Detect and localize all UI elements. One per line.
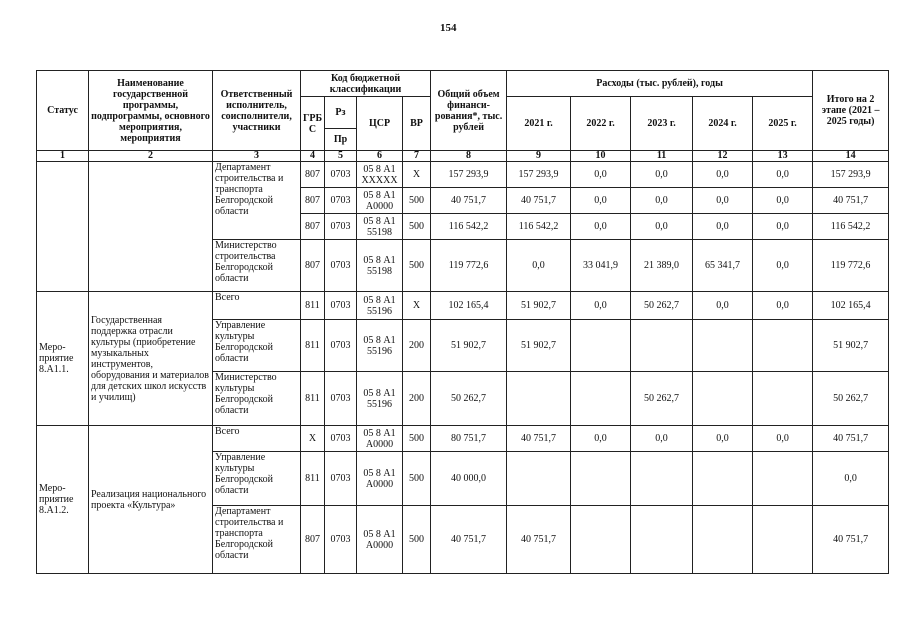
executor-cell: Министерство культуры Белгородской области bbox=[213, 372, 301, 426]
column-number: 1 bbox=[37, 151, 89, 162]
name-cell: Реализация национального проекта «Культура» bbox=[89, 426, 213, 574]
total-cell: 119 772,6 bbox=[431, 240, 507, 292]
vr-cell: 500 bbox=[403, 426, 431, 452]
header-name: Наименование государственной программы, подпрограммы, основного мероприятия, мероприятия bbox=[89, 71, 213, 151]
header-total-volume: Общий объем финанси-рования*, тыс. рублей bbox=[431, 71, 507, 151]
year-2022-cell: 0,0 bbox=[571, 426, 631, 452]
year-2024-cell: 0,0 bbox=[693, 292, 753, 320]
year-2024-cell: 0,0 bbox=[693, 162, 753, 188]
column-number: 11 bbox=[631, 151, 693, 162]
header-year-2022: 2022 г. bbox=[571, 97, 631, 151]
grbs-cell: 811 bbox=[301, 320, 325, 372]
year-2021-cell bbox=[507, 372, 571, 426]
header-year-2021: 2021 г. bbox=[507, 97, 571, 151]
total-cell: 40 751,7 bbox=[431, 188, 507, 214]
vr-cell: 200 bbox=[403, 320, 431, 372]
year-2023-cell: 50 262,7 bbox=[631, 292, 693, 320]
grbs-cell: 807 bbox=[301, 188, 325, 214]
year-2025-cell bbox=[753, 320, 813, 372]
header-pr: Пр bbox=[325, 129, 357, 151]
total-cell: 102 165,4 bbox=[431, 292, 507, 320]
column-number: 9 bbox=[507, 151, 571, 162]
vr-cell: 500 bbox=[403, 452, 431, 506]
total-cell: 50 262,7 bbox=[431, 372, 507, 426]
year-2021-cell: 40 751,7 bbox=[507, 188, 571, 214]
year-2023-cell: 0,0 bbox=[631, 214, 693, 240]
year-2025-cell: 0,0 bbox=[753, 426, 813, 452]
vr-cell: X bbox=[403, 162, 431, 188]
csr-cell: 05 8 А1 55198 bbox=[357, 214, 403, 240]
column-number: 7 bbox=[403, 151, 431, 162]
total-cell: 40 000,0 bbox=[431, 452, 507, 506]
rz-cell: 0703 bbox=[325, 292, 357, 320]
grbs-cell: X bbox=[301, 426, 325, 452]
itogo-cell: 116 542,2 bbox=[813, 214, 889, 240]
year-2022-cell: 0,0 bbox=[571, 292, 631, 320]
column-number: 2 bbox=[89, 151, 213, 162]
year-2021-cell: 51 902,7 bbox=[507, 292, 571, 320]
header-year-2025: 2025 г. bbox=[753, 97, 813, 151]
year-2021-cell: 40 751,7 bbox=[507, 506, 571, 574]
year-2024-cell bbox=[693, 452, 753, 506]
csr-cell: 05 8 А1 55196 bbox=[357, 372, 403, 426]
column-number: 8 bbox=[431, 151, 507, 162]
column-number: 12 bbox=[693, 151, 753, 162]
year-2024-cell: 0,0 bbox=[693, 188, 753, 214]
year-2024-cell bbox=[693, 372, 753, 426]
column-number: 6 bbox=[357, 151, 403, 162]
total-cell: 157 293,9 bbox=[431, 162, 507, 188]
vr-cell: 200 bbox=[403, 372, 431, 426]
column-number: 13 bbox=[753, 151, 813, 162]
header-year-2024: 2024 г. bbox=[693, 97, 753, 151]
year-2022-cell: 0,0 bbox=[571, 188, 631, 214]
itogo-cell: 0,0 bbox=[813, 452, 889, 506]
itogo-cell: 119 772,6 bbox=[813, 240, 889, 292]
year-2024-cell bbox=[693, 320, 753, 372]
vr-cell: 500 bbox=[403, 188, 431, 214]
executor-cell: Департамент строительства и транспорта Белгородской области bbox=[213, 162, 301, 240]
csr-cell: 05 8 А1 55196 bbox=[357, 320, 403, 372]
table-row bbox=[37, 426, 889, 452]
year-2022-cell: 33 041,9 bbox=[571, 240, 631, 292]
rz-cell: 0703 bbox=[325, 426, 357, 452]
rz-cell: 0703 bbox=[325, 162, 357, 188]
status-cell: Меро-приятие 8.А1.2. bbox=[37, 426, 89, 574]
column-number: 10 bbox=[571, 151, 631, 162]
header-grbs: ГРБ С bbox=[301, 97, 325, 151]
year-2021-cell: 0,0 bbox=[507, 240, 571, 292]
grbs-cell: 811 bbox=[301, 292, 325, 320]
column-number: 4 bbox=[301, 151, 325, 162]
year-2025-cell: 0,0 bbox=[753, 240, 813, 292]
year-2023-cell bbox=[631, 452, 693, 506]
executor-cell: Всего bbox=[213, 426, 301, 452]
year-2021-cell bbox=[507, 452, 571, 506]
header-executor: Ответственный исполнитель, соисполнители, участники bbox=[213, 71, 301, 151]
grbs-cell: 807 bbox=[301, 506, 325, 574]
vr-cell: 500 bbox=[403, 214, 431, 240]
total-cell: 51 902,7 bbox=[431, 320, 507, 372]
year-2023-cell: 0,0 bbox=[631, 162, 693, 188]
csr-cell: 05 8 А1 А0000 bbox=[357, 452, 403, 506]
csr-cell: 05 8 А1 XXXXX bbox=[357, 162, 403, 188]
year-2025-cell bbox=[753, 452, 813, 506]
total-cell: 40 751,7 bbox=[431, 506, 507, 574]
year-2024-cell: 0,0 bbox=[693, 214, 753, 240]
csr-cell: 05 8 А1 А0000 bbox=[357, 188, 403, 214]
itogo-cell: 40 751,7 bbox=[813, 506, 889, 574]
rz-cell: 0703 bbox=[325, 214, 357, 240]
header-expenses: Расходы (тыс. рублей), годы bbox=[507, 71, 813, 97]
page-number: 154 bbox=[440, 22, 457, 34]
itogo-cell: 102 165,4 bbox=[813, 292, 889, 320]
year-2022-cell bbox=[571, 506, 631, 574]
csr-cell: 05 8 А1 А0000 bbox=[357, 426, 403, 452]
grbs-cell: 807 bbox=[301, 162, 325, 188]
column-number: 14 bbox=[813, 151, 889, 162]
year-2022-cell bbox=[571, 320, 631, 372]
year-2022-cell: 0,0 bbox=[571, 214, 631, 240]
year-2022-cell bbox=[571, 452, 631, 506]
itogo-cell: 157 293,9 bbox=[813, 162, 889, 188]
year-2023-cell: 0,0 bbox=[631, 426, 693, 452]
year-2025-cell: 0,0 bbox=[753, 292, 813, 320]
column-number: 3 bbox=[213, 151, 301, 162]
header-rz: Рз bbox=[325, 97, 357, 129]
executor-cell: Департамент строительства и транспорта Белгородской области bbox=[213, 506, 301, 574]
name-cell bbox=[89, 162, 213, 292]
grbs-cell: 807 bbox=[301, 240, 325, 292]
column-number: 5 bbox=[325, 151, 357, 162]
year-2021-cell: 116 542,2 bbox=[507, 214, 571, 240]
header-itogo: Итого на 2 этапе (2021 – 2025 годы) bbox=[813, 71, 889, 151]
rz-cell: 0703 bbox=[325, 506, 357, 574]
status-cell bbox=[37, 162, 89, 292]
itogo-cell: 40 751,7 bbox=[813, 188, 889, 214]
executor-cell: Всего bbox=[213, 292, 301, 320]
rz-cell: 0703 bbox=[325, 372, 357, 426]
executor-cell: Управление культуры Белгородской области bbox=[213, 320, 301, 372]
budget-table bbox=[36, 70, 889, 574]
vr-cell: X bbox=[403, 292, 431, 320]
year-2024-cell: 65 341,7 bbox=[693, 240, 753, 292]
vr-cell: 500 bbox=[403, 240, 431, 292]
year-2023-cell: 50 262,7 bbox=[631, 372, 693, 426]
header-budget-code: Код бюджетной классификации bbox=[301, 71, 431, 97]
total-cell: 116 542,2 bbox=[431, 214, 507, 240]
grbs-cell: 811 bbox=[301, 372, 325, 426]
executor-cell: Управление культуры Белгородской области bbox=[213, 452, 301, 506]
year-2025-cell bbox=[753, 506, 813, 574]
year-2021-cell: 51 902,7 bbox=[507, 320, 571, 372]
year-2024-cell: 0,0 bbox=[693, 426, 753, 452]
itogo-cell: 40 751,7 bbox=[813, 426, 889, 452]
year-2023-cell: 0,0 bbox=[631, 188, 693, 214]
itogo-cell: 50 262,7 bbox=[813, 372, 889, 426]
grbs-cell: 811 bbox=[301, 452, 325, 506]
name-cell: Государственная поддержка отрасли культуры (приобретение музыкальных инструментов, оборудования и материалов для детских школ искусств и училищ) bbox=[89, 292, 213, 426]
total-cell: 80 751,7 bbox=[431, 426, 507, 452]
table-row bbox=[37, 292, 889, 320]
year-2025-cell bbox=[753, 372, 813, 426]
header-csr: ЦСР bbox=[357, 97, 403, 151]
year-2025-cell: 0,0 bbox=[753, 188, 813, 214]
year-2025-cell: 0,0 bbox=[753, 162, 813, 188]
csr-cell: 05 8 А1 А0000 bbox=[357, 506, 403, 574]
csr-cell: 05 8 А1 55198 bbox=[357, 240, 403, 292]
header-status: Статус bbox=[37, 71, 89, 151]
rz-cell: 0703 bbox=[325, 188, 357, 214]
grbs-cell: 807 bbox=[301, 214, 325, 240]
year-2022-cell: 0,0 bbox=[571, 162, 631, 188]
csr-cell: 05 8 А1 55196 bbox=[357, 292, 403, 320]
year-2021-cell: 40 751,7 bbox=[507, 426, 571, 452]
status-cell: Меро-приятие 8.А1.1. bbox=[37, 292, 89, 426]
executor-cell: Министерство строительства Белгородской области bbox=[213, 240, 301, 292]
rz-cell: 0703 bbox=[325, 452, 357, 506]
year-2023-cell bbox=[631, 506, 693, 574]
table-row bbox=[37, 162, 889, 188]
year-2022-cell bbox=[571, 372, 631, 426]
year-2025-cell: 0,0 bbox=[753, 214, 813, 240]
header-year-2023: 2023 г. bbox=[631, 97, 693, 151]
vr-cell: 500 bbox=[403, 506, 431, 574]
year-2021-cell: 157 293,9 bbox=[507, 162, 571, 188]
rz-cell: 0703 bbox=[325, 320, 357, 372]
year-2024-cell bbox=[693, 506, 753, 574]
itogo-cell: 51 902,7 bbox=[813, 320, 889, 372]
year-2023-cell: 21 389,0 bbox=[631, 240, 693, 292]
header-vr: ВР bbox=[403, 97, 431, 151]
rz-cell: 0703 bbox=[325, 240, 357, 292]
year-2023-cell bbox=[631, 320, 693, 372]
